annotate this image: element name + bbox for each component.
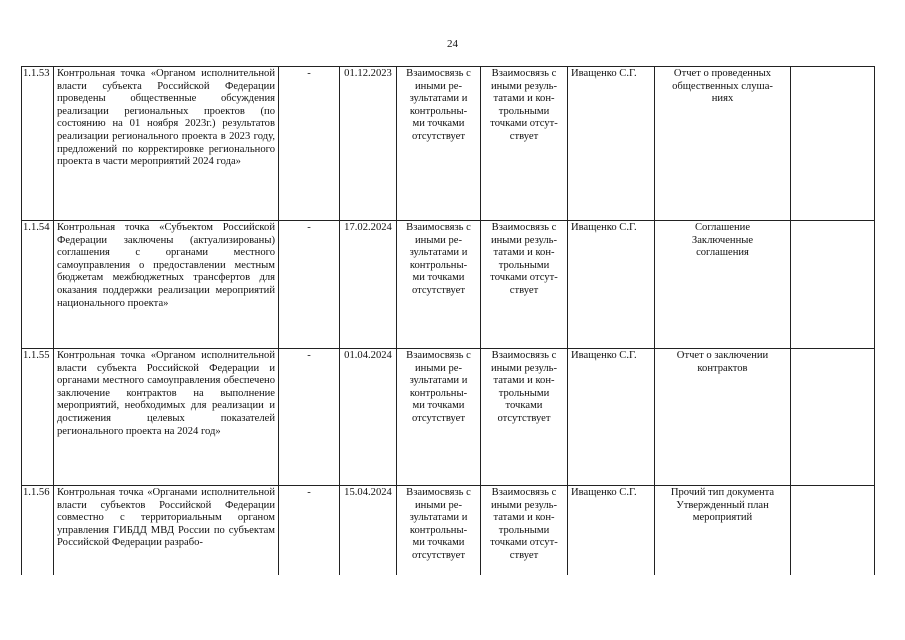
row-dash: - (279, 349, 340, 486)
row-id: 1.1.53 (22, 67, 54, 221)
row-date: 15.04.2024 (340, 486, 397, 576)
row-extra (791, 349, 875, 486)
table-row (22, 349, 875, 486)
row-link-next: Взаимосвязь с иными резуль- татами и кон- трольными точками отсут- ствует (481, 486, 568, 576)
row-dash: - (279, 221, 340, 349)
row-extra (791, 67, 875, 221)
row-extra (791, 221, 875, 349)
row-id: 1.1.55 (22, 349, 54, 486)
control-points-table (21, 66, 875, 575)
row-link-next: Взаимосвязь с иными резуль- татами и кон- трольными точками отсутствует (481, 349, 568, 486)
row-extra (791, 486, 875, 576)
row-link-prev: Взаимосвязь с иными ре- зультатами и контрольны- ми точками отсутствует (397, 221, 481, 349)
row-date: 17.02.2024 (340, 221, 397, 349)
row-link-prev: Взаимосвязь с иными ре- зультатами и контрольны- ми точками отсутствует (397, 486, 481, 576)
row-document: Отчет о проведенных общественных слуша- ниях (655, 67, 791, 221)
row-id: 1.1.54 (22, 221, 54, 349)
row-document: Прочий тип документа Утвержденный план мероприятий (655, 486, 791, 576)
row-link-prev: Взаимосвязь с иными ре- зультатами и контрольны- ми точками отсутствует (397, 67, 481, 221)
row-responsible: Иващенко С.Г. (568, 67, 655, 221)
row-description: Контрольная точка «Органами исполнительной власти субъектов Российской Федерации совместно с территориальным органом управления ГИБДД МВД России по субъектам Российской Федерации разрабо- (54, 486, 279, 576)
row-dash: - (279, 486, 340, 576)
row-id: 1.1.56 (22, 486, 54, 576)
table-row (22, 221, 875, 349)
row-responsible: Иващенко С.Г. (568, 221, 655, 349)
row-description: Контрольная точка «Субъектом Российской Федерации заключены (актуализированы) соглашения с органами местного самоуправления о предоставлении местным бюджетам межбюджетных трансфертов для оказания поддержки реализации мероприятий национального проекта» (54, 221, 279, 349)
row-link-next: Взаимосвязь с иными резуль- татами и кон- трольными точками отсут- ствует (481, 221, 568, 349)
row-description: Контрольная точка «Органом исполнительной власти субъекта Российской Федерации и органами местного самоуправления обеспечено заключение контрактов на выполнение мероприятий, необходимых для реализации и достижения целевых показателей регионального проекта на 2024 год» (54, 349, 279, 486)
row-responsible: Иващенко С.Г. (568, 349, 655, 486)
row-description: Контрольная точка «Органом исполнительной власти субъекта Российской Федерации проведены общественные обсуждения реализации региональных проектов (по состоянию на 01 ноября 2023г.) результатов реализации регионального проекта в 2023 году, предложений по корректировке регионального проекта в части мероприятий 2024 года» (54, 67, 279, 221)
row-link-prev: Взаимосвязь с иными ре- зультатами и контрольны- ми точками отсутствует (397, 349, 481, 486)
row-responsible: Иващенко С.Г. (568, 486, 655, 576)
page-number: 24 (447, 38, 458, 50)
row-dash: - (279, 67, 340, 221)
row-date: 01.04.2024 (340, 349, 397, 486)
row-document: Отчет о заключении контрактов (655, 349, 791, 486)
row-date: 01.12.2023 (340, 67, 397, 221)
table-row (22, 486, 875, 576)
table-row (22, 67, 875, 221)
row-link-next: Взаимосвязь с иными резуль- татами и кон- трольными точками отсут- ствует (481, 67, 568, 221)
row-document: Соглашение Заключенные соглашения (655, 221, 791, 349)
